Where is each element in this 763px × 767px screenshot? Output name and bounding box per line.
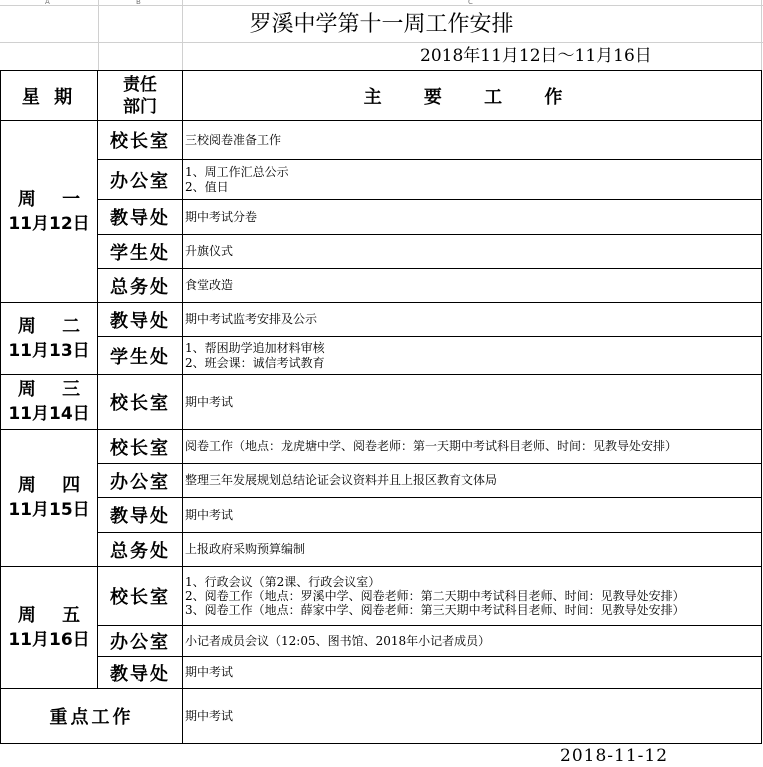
day-name: 周 二 <box>17 315 91 337</box>
work-line: 3、阅卷工作（地点：薛家中学、阅卷老师：第三天期中考试科目老师、时间：见教导处安排） <box>185 603 685 617</box>
work-cell[interactable] <box>185 498 759 532</box>
dept-cell[interactable]: 校长室 <box>110 131 170 152</box>
day-name: 周 一 <box>17 188 91 210</box>
page-title: 罗溪中学第十一周工作安排 <box>249 12 514 37</box>
work-line: 2、班会课：诚信考试教育 <box>185 355 325 370</box>
work-line: 小记者成员会议（12:05、图书馆、2018年小记者成员） <box>185 633 491 648</box>
day-name: 周 四 <box>17 475 91 496</box>
key-work-label[interactable]: 重点工作 <box>49 706 134 728</box>
dept-cell[interactable]: 教导处 <box>110 506 170 527</box>
work-cell[interactable] <box>185 533 759 566</box>
header-department[interactable] <box>98 71 182 120</box>
work-line: 食堂改造 <box>185 278 234 292</box>
work-line: 1、周工作汇总公示 <box>185 164 289 179</box>
work-line: 阅卷工作（地点：龙虎塘中学、阅卷老师：第一天期中考试科目老师、时间：见教导处安排） <box>185 439 678 453</box>
dept-cell[interactable]: 办公室 <box>110 170 170 192</box>
dept-cell[interactable]: 教导处 <box>110 663 170 685</box>
header-day[interactable]: 星 期 <box>21 86 77 108</box>
work-cell[interactable] <box>185 200 759 234</box>
dept-cell[interactable]: 总务处 <box>110 276 170 298</box>
work-line: 1、行政会议（第2课、行政会议室） <box>185 575 381 589</box>
work-cell[interactable] <box>185 337 759 374</box>
work-cell[interactable] <box>185 121 759 159</box>
work-cell[interactable] <box>185 626 759 656</box>
dept-cell[interactable]: 校长室 <box>110 587 170 608</box>
work-line: 2、值日 <box>185 179 229 194</box>
date-range: 2018年11月12日～11月16日 <box>420 46 652 66</box>
key-work-cell[interactable]: 期中考试 <box>185 709 234 723</box>
dept-cell[interactable]: 学生处 <box>110 242 170 264</box>
dept-cell[interactable]: 教导处 <box>110 208 170 229</box>
work-cell[interactable] <box>185 160 759 199</box>
work-line: 升旗仪式 <box>185 244 234 258</box>
footer-date[interactable]: 2018-11-12 <box>560 746 669 766</box>
day-cell-tuesday[interactable] <box>1 303 97 374</box>
day-date: 11月16日 <box>8 629 90 650</box>
dept-cell[interactable]: 总务处 <box>110 540 170 562</box>
work-line: 上报政府采购预算编制 <box>185 542 306 556</box>
header-department-line1: 责任 <box>123 74 157 95</box>
dept-cell[interactable]: 办公室 <box>110 632 170 653</box>
work-line: 三校阅卷准备工作 <box>185 132 282 147</box>
header-department-line2: 部门 <box>123 96 157 117</box>
column-header-c[interactable]: C <box>468 0 473 5</box>
work-line: 期中考试监考安排及公示 <box>185 312 318 326</box>
day-name: 周 三 <box>17 379 91 400</box>
day-cell-thursday[interactable] <box>1 430 97 566</box>
day-cell-monday[interactable] <box>1 121 97 302</box>
dept-cell[interactable]: 办公室 <box>110 471 170 493</box>
day-date: 11月12日 <box>8 213 90 234</box>
day-date: 11月15日 <box>8 500 90 520</box>
work-cell[interactable] <box>185 430 759 463</box>
work-line: 期中考试分卷 <box>185 209 258 224</box>
work-cell[interactable] <box>185 269 759 302</box>
work-cell[interactable] <box>185 303 759 336</box>
work-line: 2、阅卷工作（地点：罗溪中学、阅卷老师：第二天期中考试科目老师、时间：见教导处安排） <box>185 589 685 603</box>
day-cell-friday[interactable] <box>1 567 97 688</box>
work-line: 整理三年发展规划总结论证会议资料并且上报区教育文体局 <box>185 473 498 487</box>
work-line: 期中考试 <box>185 665 234 679</box>
day-date: 11月14日 <box>8 404 90 424</box>
work-cell[interactable] <box>185 567 759 625</box>
dept-cell[interactable]: 校长室 <box>110 437 170 459</box>
work-cell[interactable] <box>185 375 759 429</box>
work-line: 期中考试 <box>185 507 234 522</box>
work-line: 期中考试 <box>185 394 234 409</box>
day-cell-wednesday[interactable] <box>1 375 97 429</box>
dept-cell[interactable]: 教导处 <box>110 310 170 332</box>
dept-cell[interactable]: 学生处 <box>110 346 170 368</box>
column-header-b[interactable]: B <box>136 0 141 5</box>
work-cell[interactable] <box>185 235 759 268</box>
dept-cell[interactable]: 校长室 <box>110 393 170 414</box>
header-main-work[interactable]: 主 要 工 作 <box>363 86 581 108</box>
work-cell[interactable] <box>185 464 759 497</box>
work-line: 1、帮困助学追加材料审核 <box>185 340 325 355</box>
work-cell[interactable] <box>185 657 759 688</box>
column-header-a[interactable]: A <box>45 0 50 5</box>
day-date: 11月13日 <box>8 340 90 361</box>
day-name: 周 五 <box>17 604 91 626</box>
